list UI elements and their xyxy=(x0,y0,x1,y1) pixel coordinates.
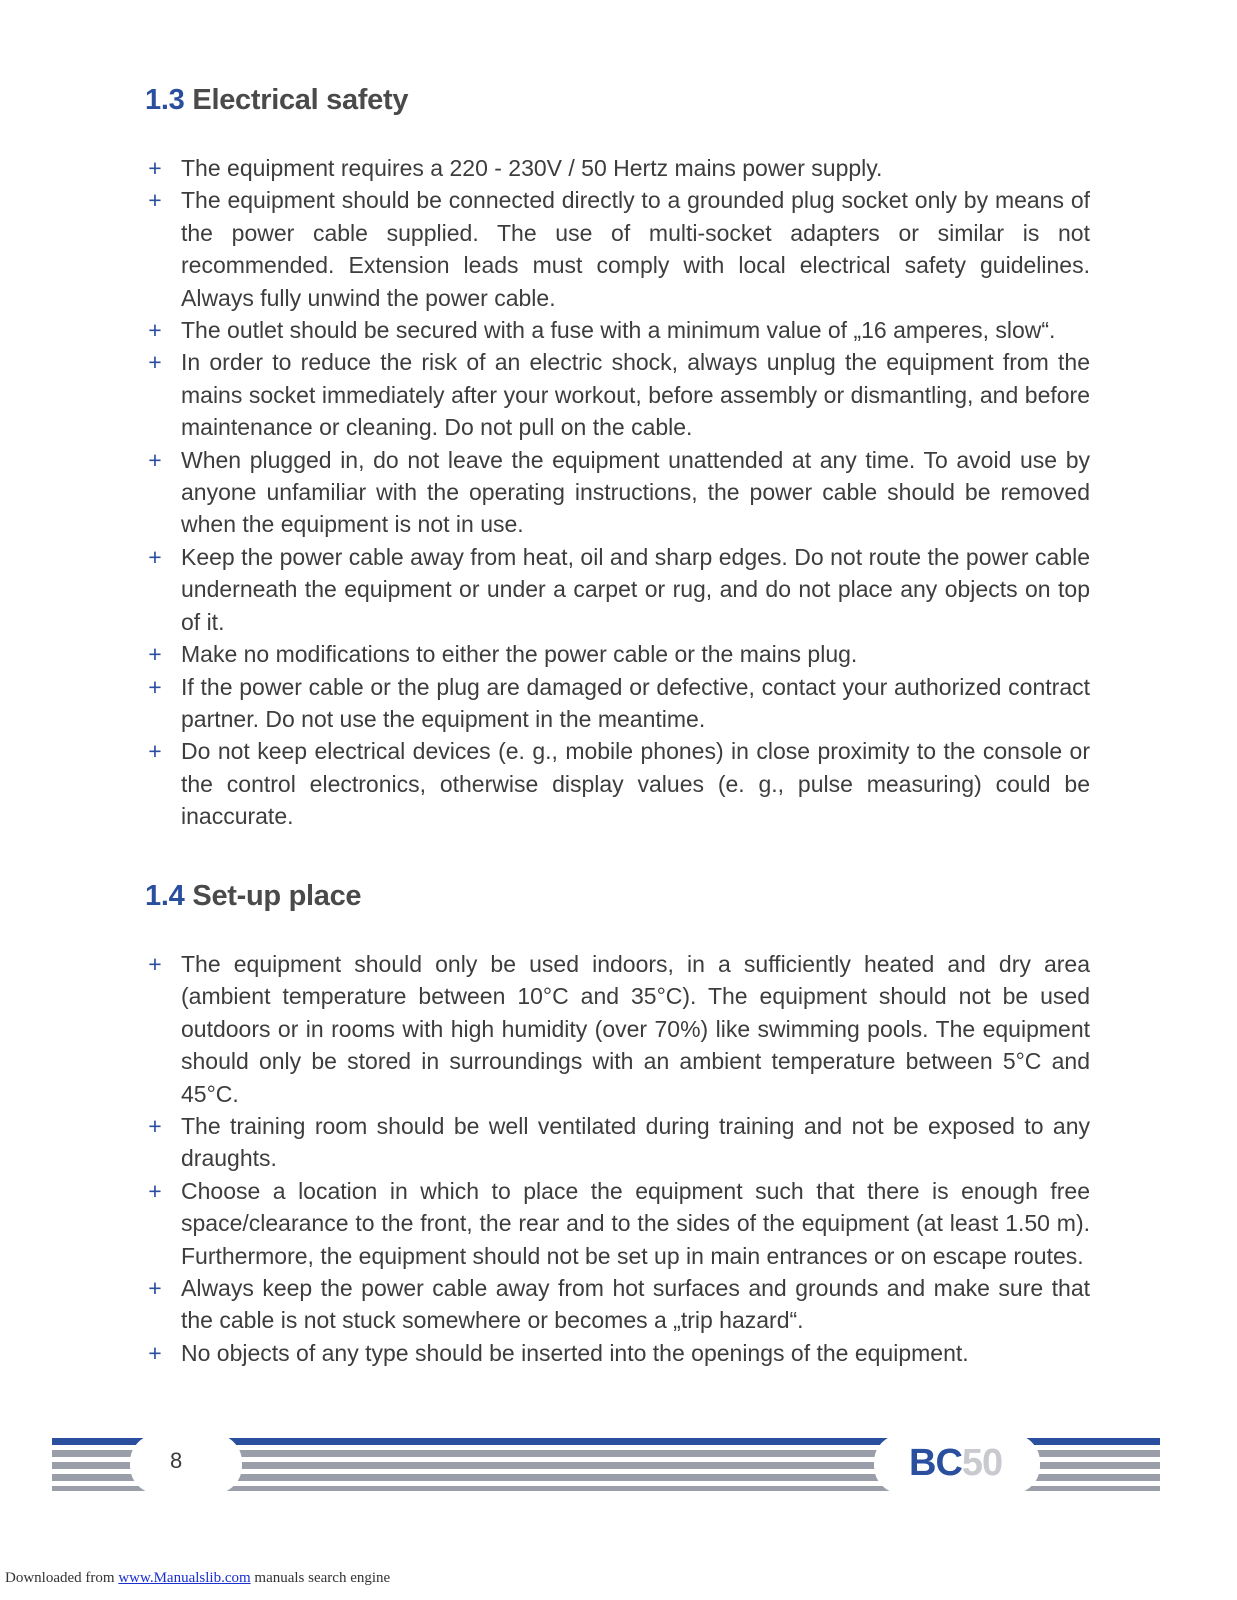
plus-bullet-icon: + xyxy=(148,1275,162,1302)
list-item xyxy=(145,735,1090,832)
list-item-text: The equipment requires a 220 - 230V / 50 Hertz mains power supply. xyxy=(181,155,883,181)
page-number: 8 xyxy=(170,1448,183,1473)
list-item xyxy=(145,152,1090,184)
bullet-list xyxy=(145,152,1090,833)
list-item-text: Do not keep electrical devices (e. g., mobile phones) in close proximity to the console or the control electronics, otherwise display values (e. g., pulse measuring) could be inaccurate. xyxy=(181,738,1090,830)
plus-bullet-icon: + xyxy=(148,317,162,344)
section-title: Electrical safety xyxy=(192,84,409,116)
plus-bullet-icon: + xyxy=(148,1177,162,1204)
plus-bullet-icon: + xyxy=(148,1339,162,1366)
download-suffix: manuals search engine xyxy=(250,1570,391,1586)
list-item-text: The training room should be well ventilated during training and not be exposed to any draughts. xyxy=(181,1113,1090,1172)
list-item xyxy=(145,948,1090,1110)
section-heading xyxy=(145,84,1090,117)
page-number-badge xyxy=(130,1434,242,1494)
list-item xyxy=(145,541,1090,638)
list-item-text: The equipment should only be used indoors, in a sufficiently heated and dry area (ambient temperature between 10°C and 35°C). The equipment should not be used outdoors or in rooms with high humidity (over 70%) like swimming pools. The equipment should only be stored in surroundings with an ambient temperature between 5°C and 45°C. xyxy=(181,951,1090,1107)
plus-bullet-icon: + xyxy=(148,187,162,214)
list-item-text: When plugged in, do not leave the equipment unattended at any time. To avoid use by anyone unfamiliar with the operating instructions, the power cable should be removed when the equipment is not in use. xyxy=(181,446,1090,538)
list-item-text: Keep the power cable away from heat, oil and sharp edges. Do not route the power cable underneath the equipment or under a carpet or rug, and do not place any objects on top of it. xyxy=(181,543,1090,635)
list-item-text: Always keep the power cable away from hot surfaces and grounds and make sure that the cable is not stuck somewhere or becomes a „trip hazard“. xyxy=(181,1275,1090,1334)
list-item xyxy=(145,1337,1090,1369)
brand-logo-part2: 50 xyxy=(961,1442,1003,1484)
download-prefix: Downloaded from xyxy=(5,1570,119,1586)
section-electrical-safety xyxy=(145,84,1090,833)
list-item xyxy=(145,444,1090,541)
section-set-up-place xyxy=(145,880,1090,1369)
manualslib-link[interactable]: www.Manualslib.com xyxy=(118,1570,251,1586)
list-item xyxy=(145,346,1090,443)
brand-logo-part1: BC xyxy=(909,1442,962,1484)
section-number: 1.4 xyxy=(145,880,185,912)
section-number: 1.3 xyxy=(145,84,185,116)
plus-bullet-icon: + xyxy=(148,446,162,473)
plus-bullet-icon: + xyxy=(148,155,162,181)
section-heading xyxy=(145,880,1090,913)
page-footer xyxy=(52,1436,1160,1492)
list-item xyxy=(145,638,1090,670)
list-item xyxy=(145,1272,1090,1337)
plus-bullet-icon: + xyxy=(148,349,162,376)
plus-bullet-icon: + xyxy=(148,641,162,668)
plus-bullet-icon: + xyxy=(148,738,162,765)
list-item-text: Make no modifications to either the power cable or the mains plug. xyxy=(181,641,858,668)
bullet-list xyxy=(145,948,1090,1369)
list-item xyxy=(145,671,1090,736)
list-item-text: No objects of any type should be inserted into the openings of the equipment. xyxy=(181,1339,969,1366)
list-item-text: If the power cable or the plug are damaged or defective, contact your authorized contract partner. Do not use the equipment in the meantime. xyxy=(181,673,1090,732)
list-item xyxy=(145,1110,1090,1175)
list-item-text: The outlet should be secured with a fuse with a minimum value of „16 amperes, slow“. xyxy=(181,317,1056,344)
list-item xyxy=(145,184,1090,314)
list-item-text: In order to reduce the risk of an electric shock, always unplug the equipment from the mains socket immediately after your workout, before assembly or dismantling, and before maintenance or cleaning. Do not pull on the cable. xyxy=(181,349,1090,441)
plus-bullet-icon: + xyxy=(148,673,162,700)
plus-bullet-icon: + xyxy=(148,1113,162,1140)
section-title: Set-up place xyxy=(192,880,362,912)
brand-logo xyxy=(909,1442,1002,1485)
download-note xyxy=(5,1570,390,1587)
list-item-text: Choose a location in which to place the equipment such that there is enough free space/clearance to the front, the rear and to the sides of the equipment (at least 1.50 m). Furthermore, the equipment should not be set up in main entrances or on escape routes. xyxy=(181,1177,1090,1269)
list-item xyxy=(145,1175,1090,1272)
list-item-text: The equipment should be connected directly to a grounded plug socket only by means of the power cable supplied. The use of multi-socket adapters or similar is not recommended. Extension leads must comply with local electrical safety guidelines. Always fully unwind the power cable. xyxy=(181,187,1090,311)
plus-bullet-icon: + xyxy=(148,951,162,977)
plus-bullet-icon: + xyxy=(148,543,162,570)
list-item xyxy=(145,314,1090,346)
